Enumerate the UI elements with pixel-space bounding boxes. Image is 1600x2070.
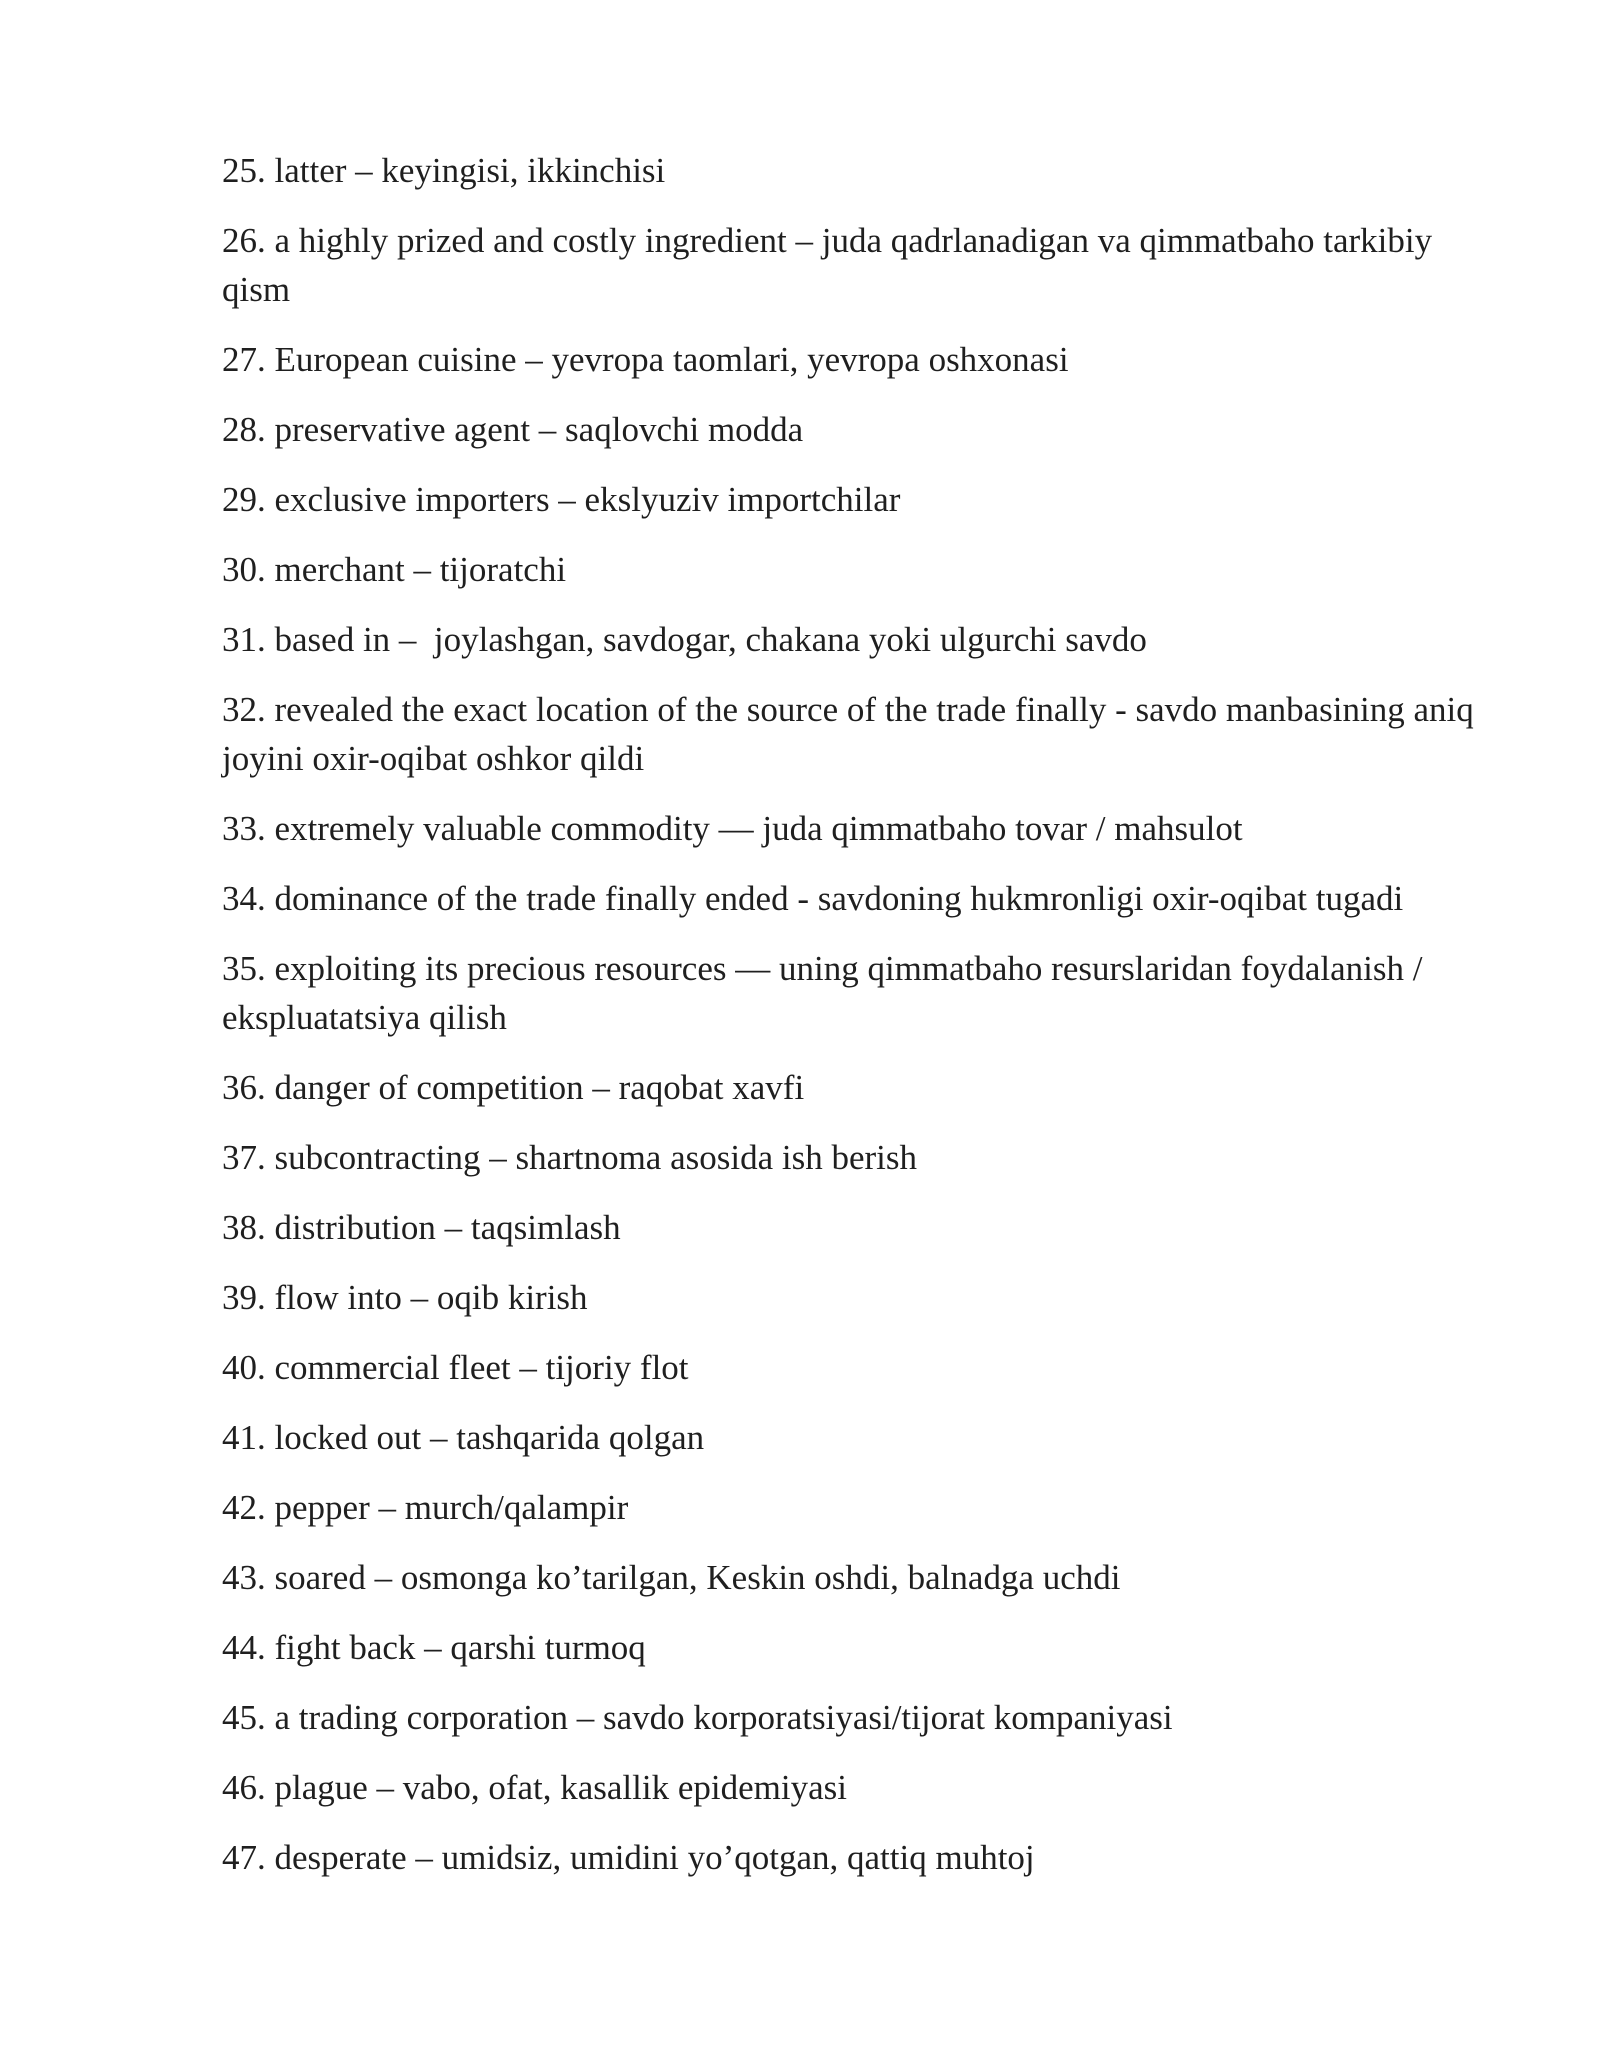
vocabulary-list [222,146,1502,1903]
vocabulary-entry-43: 43. soared – osmonga ko’tarilgan, Keskin oshdi, balnadga uchdi [222,1558,1121,1597]
vocabulary-entry-37: 37. subcontracting – shartnoma asosida ish berish [222,1138,918,1177]
vocabulary-entry-47: 47. desperate – umidsiz, umidini yo’qotgan, qattiq muhtoj [222,1838,1035,1877]
vocabulary-entry-29: 29. exclusive importers – ekslyuziv importchilar [222,480,901,519]
vocabulary-entry-25: 25. latter – keyingisi, ikkinchisi [222,151,666,190]
vocabulary-entry-27: 27. European cuisine – yevropa taomlari, yevropa oshxonasi [222,340,1069,379]
vocabulary-entry-26: 26. a highly prized and costly ingredient – juda qadrlanadigan va qimmatbaho tarkibiy qism [222,221,1441,309]
vocabulary-entry-32: 32. revealed the exact location of the source of the trade finally - savdo manbasining aniq joyini oxir-oqibat oshkor qildi [222,690,1483,778]
vocabulary-entry-39: 39. flow into – oqib kirish [222,1278,588,1317]
vocabulary-entry-42: 42. pepper – murch/qalampir [222,1488,629,1527]
vocabulary-entry-40: 40. commercial fleet – tijoriy flot [222,1348,689,1387]
vocabulary-entry-44: 44. fight back – qarshi turmoq [222,1628,646,1667]
vocabulary-entry-31: 31. based in – joylashgan, savdogar, chakana yoki ulgurchi savdo [222,620,1147,659]
vocabulary-entry-30: 30. merchant – tijoratchi [222,550,567,589]
vocabulary-entry-46: 46. plague – vabo, ofat, kasallik epidemiyasi [222,1768,847,1807]
vocabulary-entry-34: 34. dominance of the trade finally ended - savdoning hukmronligi oxir-oqibat tugadi [222,879,1404,918]
vocabulary-entry-33: 33. extremely valuable commodity — juda qimmatbaho tovar / mahsulot [222,809,1243,848]
vocabulary-entry-35: 35. exploiting its precious resources — uning qimmatbaho resurslaridan foydalanish / ekspluatatsiya qilish [222,949,1432,1037]
vocabulary-entry-45: 45. a trading corporation – savdo korporatsiyasi/tijorat kompaniyasi [222,1698,1173,1737]
vocabulary-entry-38: 38. distribution – taqsimlash [222,1208,621,1247]
vocabulary-entry-36: 36. danger of competition – raqobat xavfi [222,1068,805,1107]
vocabulary-entry-28: 28. preservative agent – saqlovchi modda [222,410,804,449]
vocabulary-entry-41: 41. locked out – tashqarida qolgan [222,1418,705,1457]
